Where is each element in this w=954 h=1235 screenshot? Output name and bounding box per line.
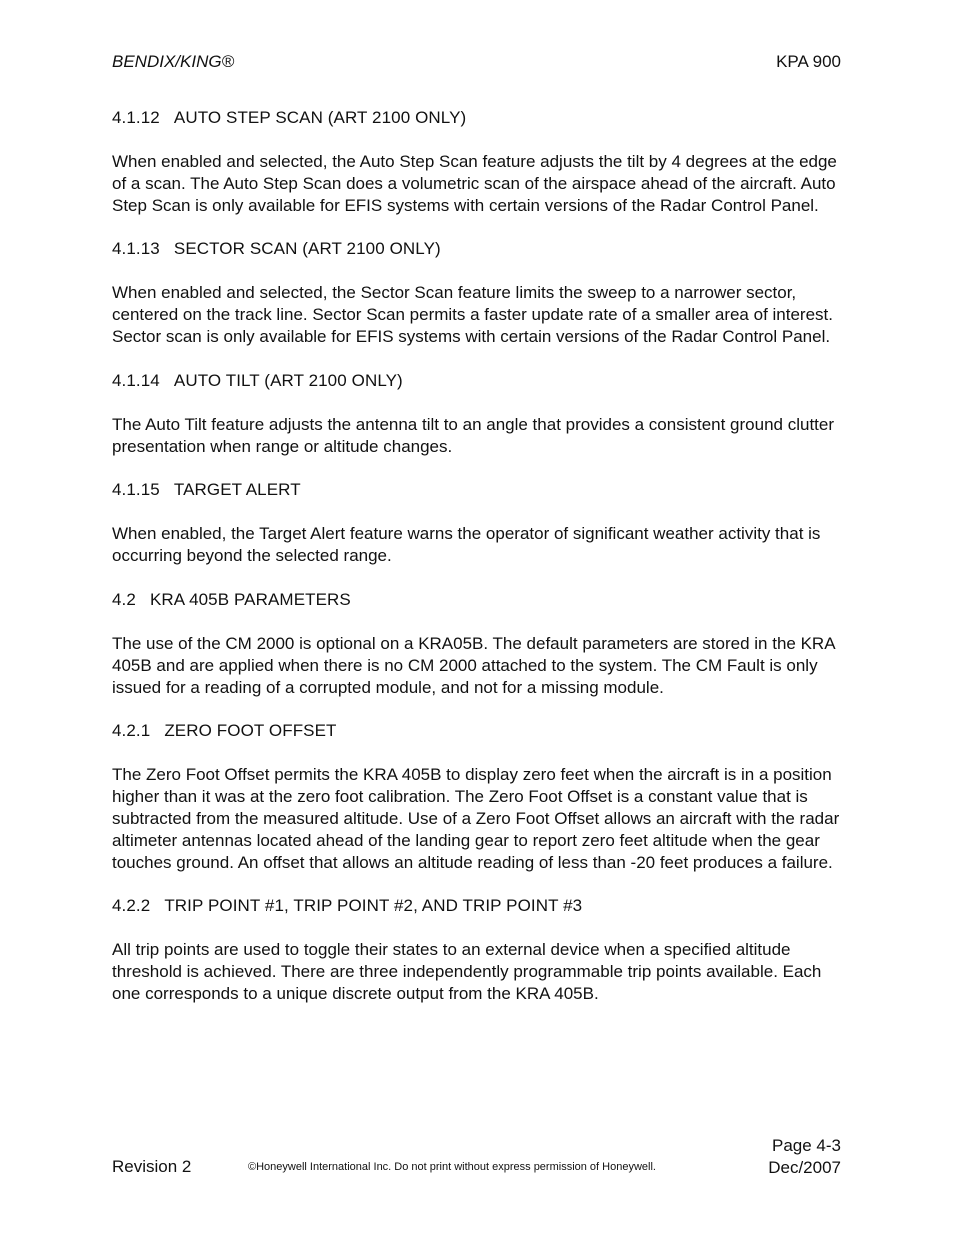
section-heading: [112, 479, 847, 501]
copyright-notice: ©Honeywell International Inc. Do not print without express permission of Honeywell.: [248, 1161, 656, 1173]
section-title: TRIP POINT #1, TRIP POINT #2, AND TRIP POINT #3: [164, 896, 583, 916]
section-heading: [112, 895, 847, 917]
footer-page-info: [768, 1135, 841, 1179]
document-body: [112, 107, 847, 1027]
section-number: 4.1.15: [112, 480, 160, 500]
section-heading: [112, 370, 847, 392]
section-heading: [112, 238, 847, 260]
page-number: Page 4-3: [772, 1136, 841, 1155]
section-number: 4.2: [112, 589, 136, 609]
header-model: KPA 900: [776, 52, 841, 71]
section-title: ZERO FOOT OFFSET: [164, 721, 337, 741]
section-paragraph: When enabled and selected, the Sector Scan feature limits the sweep to a narrower sector, centered on the track line. Sector Scan permits a faster update rate of a smaller area of interest. Sector scan is only available for EFIS systems with certain versions of the Radar Control Panel.: [112, 283, 833, 346]
section-title: TARGET ALERT: [173, 480, 301, 500]
section-title: AUTO STEP SCAN (ART 2100 ONLY): [173, 108, 467, 127]
section-number: 4.2.1: [112, 721, 151, 741]
revision-label: Revision 2: [112, 1157, 192, 1176]
section-heading: [112, 720, 847, 742]
section-paragraph: The use of the CM 2000 is optional on a KRA05B. The default parameters are stored in the KRA 405B and are applied when there is no CM 2000 attached to the system. The CM Fault is only issued for a reading of a corrupted module, and not for a missing module.: [112, 633, 835, 697]
section-heading: [112, 107, 847, 129]
section-title: SECTOR SCAN (ART 2100 ONLY): [173, 239, 441, 259]
section-number: 4.1.14: [112, 370, 160, 390]
section-paragraph: All trip points are used to toggle their states to an external device when a specified altitude threshold is achieved. There are three independently programmable trip points available. Each one corresponds to a unique discrete output from the KRA 405B.: [112, 940, 822, 1003]
section-heading: [112, 589, 847, 611]
header-brand: BENDIX/KING®: [112, 52, 235, 71]
section-title: KRA 405B PARAMETERS: [149, 589, 351, 609]
publication-date: Dec/2007: [768, 1158, 841, 1177]
section-title: AUTO TILT (ART 2100 ONLY): [173, 370, 403, 390]
section-number: 4.2.2: [112, 896, 151, 916]
section-number: 4.1.12: [112, 108, 160, 127]
section-paragraph: When enabled, the Target Alert feature warns the operator of significant weather activity that is occurring beyond the selected range.: [112, 524, 821, 566]
section-paragraph: The Auto Tilt feature adjusts the antenna tilt to an angle that provides a consistent ground clutter presentation when range or altitude changes.: [112, 414, 835, 456]
section-paragraph: The Zero Foot Offset permits the KRA 405B to display zero feet when the aircraft is in a position higher than it was at the zero foot calibration. The Zero Foot Offset is a constant value that is subtracted from the measured altitude. Use of a Zero Foot Offset allows an aircraft with the radar altimeter antennas located ahead of the landing gear to report zero feet altitude when the gear touches ground. An offset that allows an altitude reading of less than -20 feet produces a failure.: [112, 765, 840, 872]
section-number: 4.1.13: [112, 239, 160, 259]
section-paragraph: When enabled and selected, the Auto Step Scan feature adjusts the tilt by 4 degrees at the edge of a scan. The Auto Step Scan does a volumetric scan of the airspace ahead of the aircraft. Auto Step Scan is only available for EFIS systems with certain versions of the Radar Control Panel.: [112, 152, 837, 215]
